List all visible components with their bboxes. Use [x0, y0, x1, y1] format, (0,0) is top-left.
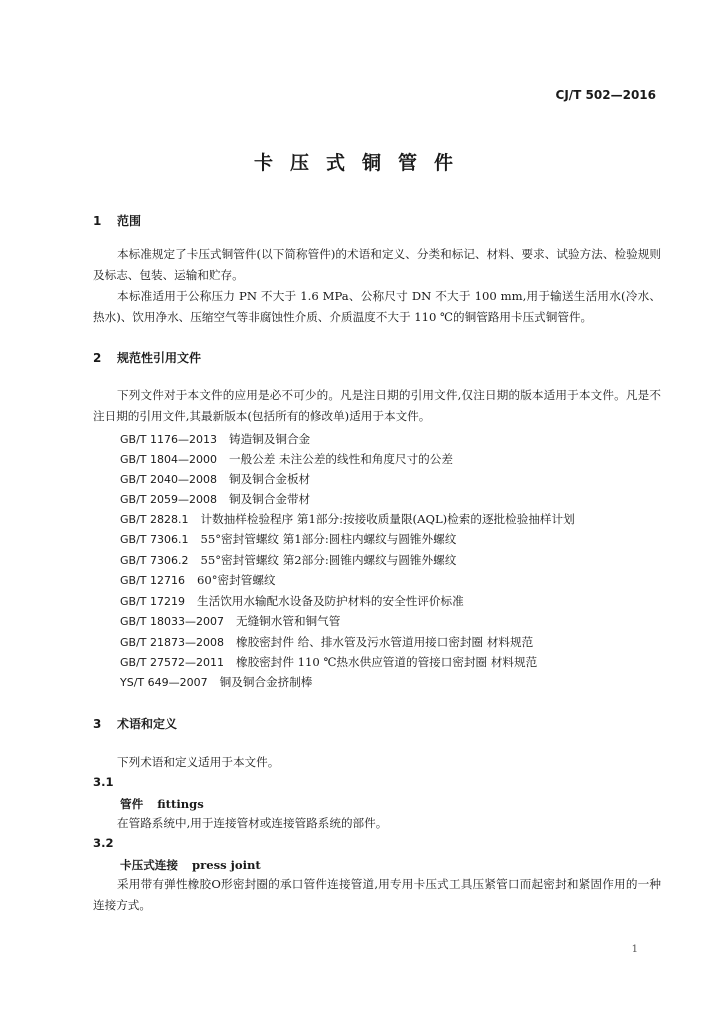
- reference-title: 无缝铜水管和铜气管: [235, 614, 341, 628]
- standard-code: CJ/T 502—2016: [555, 88, 656, 102]
- reference-code: GB/T 18033—2007: [120, 615, 224, 628]
- term-entry: [120, 857, 261, 873]
- reference-code: YS/T 649—2007: [120, 676, 208, 689]
- reference-item: [120, 451, 453, 467]
- reference-item: [120, 531, 456, 547]
- reference-title: 55°密封管螺纹 第1部分:圆柱内螺纹与圆锥外螺纹: [200, 532, 457, 546]
- section-number: 2: [93, 351, 102, 365]
- term-entry: [120, 796, 204, 812]
- section-title: 规范性引用文件: [117, 351, 202, 365]
- reference-title: 55°密封管螺纹 第2部分:圆锥内螺纹与圆锥外螺纹: [200, 553, 457, 567]
- reference-title: 一般公差 未注公差的线性和角度尺寸的公差: [228, 452, 453, 466]
- term-english: press joint: [191, 858, 261, 872]
- reference-item: [120, 471, 310, 487]
- reference-code: GB/T 2040—2008: [120, 473, 217, 486]
- reference-item: [120, 674, 312, 690]
- reference-code: GB/T 2059—2008: [120, 493, 217, 506]
- reference-item: [120, 511, 575, 527]
- section-number: 3: [93, 717, 102, 731]
- reference-item: [120, 593, 464, 609]
- section-heading: [93, 212, 141, 229]
- paragraph: 本标准适用于公称压力 PN 不大于 1.6 MPa、公称尺寸 DN 不大于 100 mm,用于输送生活用水(冷水、热水)、饮用净水、压缩空气等非腐蚀性介质、介质温度不大于 110 ℃的铜管路用卡压式铜管件。: [93, 289, 661, 324]
- definition: 采用带有弹性橡胶O形密封圈的承口管件连接管道,用专用卡压式工具压紧管口而起密封和紧固作用的一种连接方式。: [93, 877, 661, 912]
- section-heading: [93, 349, 201, 366]
- reference-code: GB/T 17219: [120, 595, 185, 608]
- term-chinese: 管件: [120, 797, 144, 811]
- section-title: 范围: [117, 214, 142, 228]
- reference-title: 橡胶密封件 110 ℃热水供应管道的管接口密封圈 材料规范: [235, 655, 538, 669]
- reference-code: GB/T 21873—2008: [120, 636, 224, 649]
- reference-title: 60°密封管螺纹: [197, 573, 276, 587]
- reference-title: 橡胶密封件 给、排水管及污水管道用接口密封圈 材料规范: [235, 635, 534, 649]
- clause-number: 3.2: [93, 836, 114, 850]
- paragraph: 本标准规定了卡压式铜管件(以下简称管件)的术语和定义、分类和标记、材料、要求、试验方法、检验规则及标志、包装、运输和贮存。: [93, 247, 661, 282]
- reference-code: GB/T 27572—2011: [120, 656, 224, 669]
- reference-code: GB/T 7306.1: [120, 533, 189, 546]
- reference-title: 铜及铜合金板材: [228, 472, 311, 486]
- section-number: 1: [93, 214, 102, 228]
- page-number: 1: [631, 944, 638, 955]
- document-title: 卡压式铜管件: [253, 152, 470, 174]
- reference-item: [120, 634, 533, 650]
- reference-code: GB/T 1804—2000: [120, 453, 217, 466]
- reference-code: GB/T 2828.1: [120, 513, 189, 526]
- term-english: fittings: [157, 797, 204, 811]
- definition: 在管路系统中,用于连接管材或连接管路系统的部件。: [117, 816, 388, 830]
- section-heading: [93, 715, 177, 732]
- reference-item: [120, 613, 340, 629]
- reference-title: 生活饮用水输配水设备及防护材料的安全性评价标准: [197, 594, 464, 608]
- reference-item: [120, 572, 276, 588]
- reference-code: GB/T 12716: [120, 574, 185, 587]
- term-chinese: 卡压式连接: [120, 858, 178, 872]
- reference-item: [120, 491, 310, 507]
- reference-title: 铜及铜合金挤制棒: [219, 675, 313, 689]
- section-title: 术语和定义: [117, 717, 178, 731]
- reference-code: GB/T 7306.2: [120, 554, 189, 567]
- paragraph: 下列术语和定义适用于本文件。: [117, 755, 280, 769]
- reference-title: 计数抽样检验程序 第1部分:按接收质量限(AQL)检索的逐批检验抽样计划: [200, 512, 575, 526]
- reference-title: 铸造铜及铜合金: [228, 432, 311, 446]
- clause-number: 3.1: [93, 775, 114, 789]
- paragraph: 下列文件对于本文件的应用是必不可少的。凡是注日期的引用文件,仅注日期的版本适用于本文件。凡是不注日期的引用文件,其最新版本(包括所有的修改单)适用于本文件。: [93, 388, 661, 423]
- reference-item: [120, 552, 456, 568]
- reference-title: 铜及铜合金带材: [228, 492, 311, 506]
- reference-code: GB/T 1176—2013: [120, 433, 217, 446]
- reference-item: [120, 431, 310, 447]
- reference-item: [120, 654, 537, 670]
